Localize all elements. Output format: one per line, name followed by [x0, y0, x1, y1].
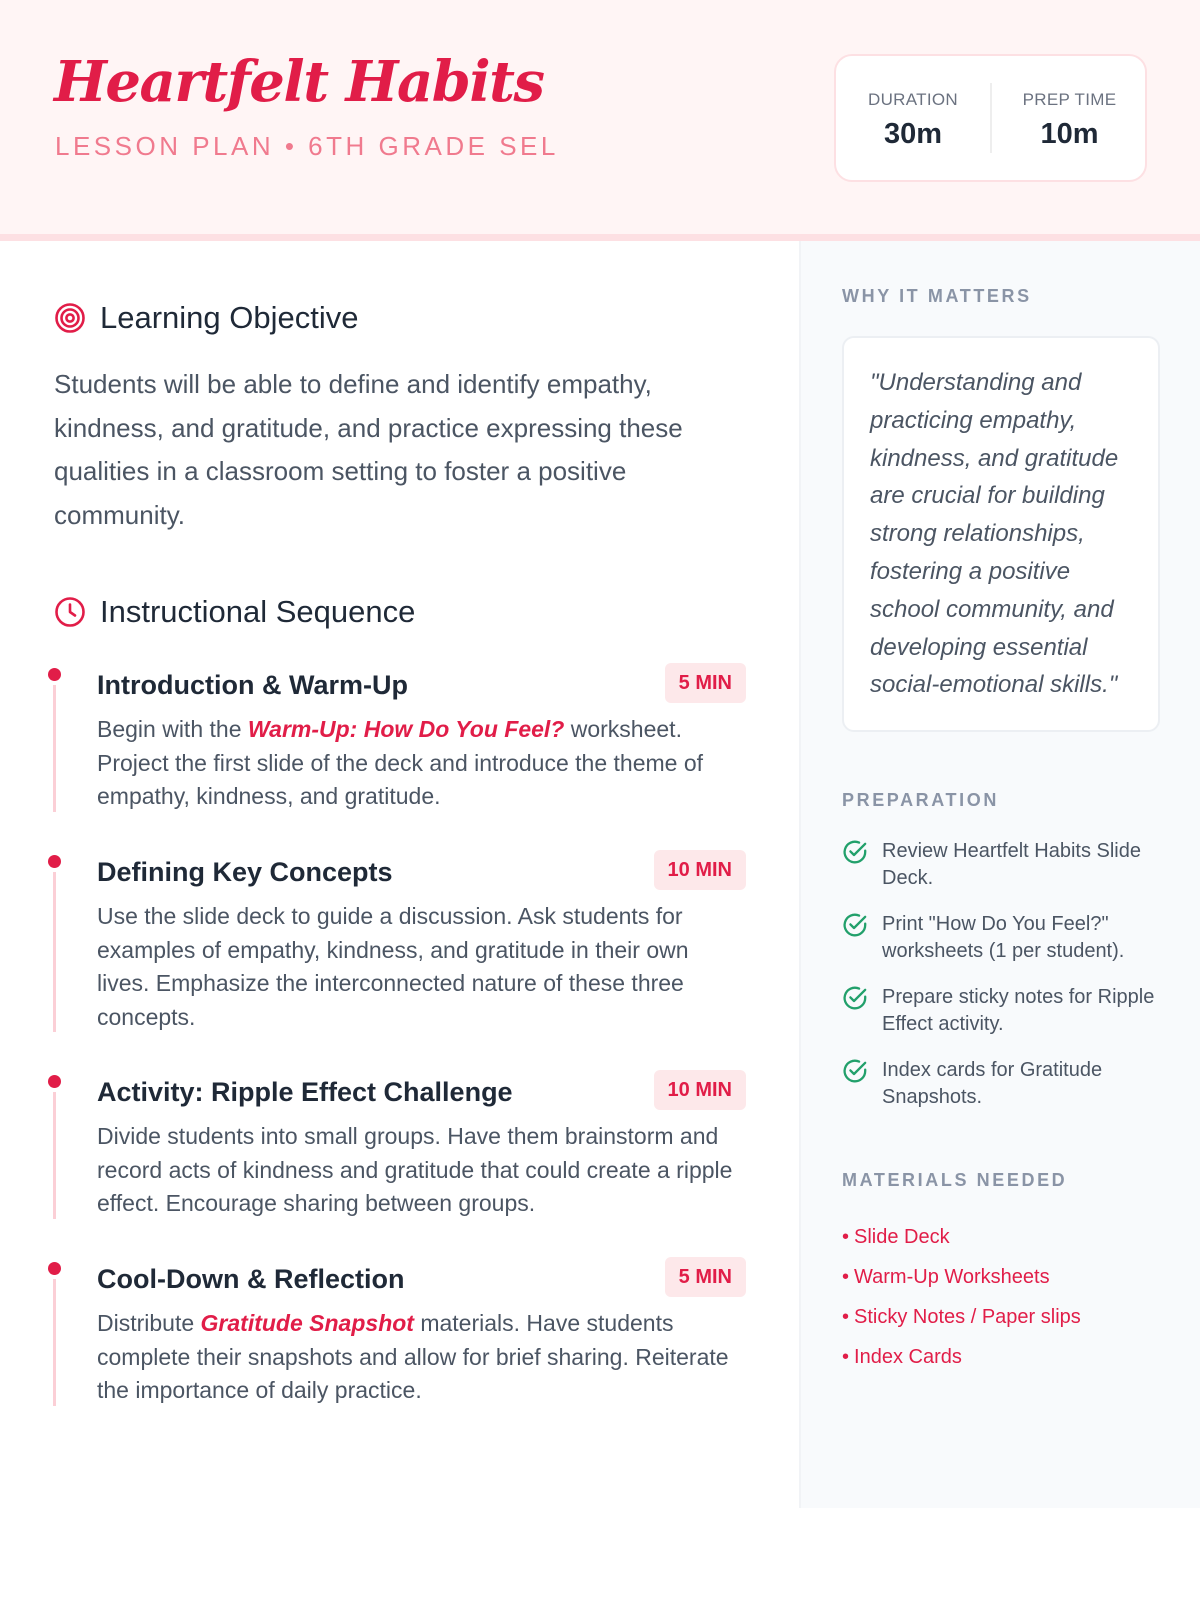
- step-duration-badge: 10 MIN: [654, 850, 746, 890]
- check-circle-icon: [842, 912, 868, 938]
- step-title: Defining Key Concepts: [97, 857, 393, 887]
- clock-icon: [54, 596, 86, 628]
- learning-objective-title: Learning Objective: [100, 300, 359, 335]
- step-description: [97, 713, 747, 814]
- step-description: Use the slide deck to guide a discussion. Ask students for examples of empathy, kindness, and gratitude in their own lives. Emphasize the interconnected nature of these three concepts.: [97, 903, 689, 1030]
- target-icon: [54, 302, 86, 334]
- preparation-list: [842, 838, 1172, 1130]
- step-description: [97, 1307, 747, 1408]
- step-highlight-snapshot: Gratitude Snapshot: [200, 1310, 414, 1336]
- duration-label: DURATION: [868, 90, 958, 109]
- bullet: •: [842, 1266, 850, 1288]
- check-circle-icon: [842, 985, 868, 1011]
- preparation-item: [842, 1057, 1172, 1111]
- material-item-text: Sticky Notes / Paper slips: [854, 1306, 1081, 1328]
- quote-card: [842, 336, 1160, 732]
- check-circle-icon: [842, 1058, 868, 1084]
- learning-objective-text: Students will be able to define and identify empathy, kindness, and gratitude, and practice expressing these qualities in a classroom setting to foster a positive community.: [54, 369, 683, 530]
- preparation-item: [842, 911, 1172, 965]
- step-line: [53, 685, 56, 812]
- step-line: [53, 1279, 56, 1406]
- step-line: [53, 872, 56, 1032]
- step-title: Cool-Down & Reflection: [97, 1264, 405, 1294]
- check-circle-icon: [842, 839, 868, 865]
- preparation-item-text: Print "How Do You Feel?" worksheets (1 per student).: [882, 913, 1125, 962]
- material-item: [842, 1337, 1081, 1377]
- material-item: [842, 1257, 1081, 1297]
- step-line: [53, 1092, 56, 1219]
- step-title: Introduction & Warm-Up: [97, 670, 408, 700]
- step-duration-badge: 5 MIN: [665, 1257, 746, 1297]
- step-duration-badge: 10 MIN: [654, 1070, 746, 1110]
- step-dot: [48, 1262, 61, 1275]
- stats-card: [834, 54, 1147, 182]
- materials-list: [842, 1217, 1081, 1377]
- step-description-text: worksheet. Project the first slide of the deck and introduce the theme of empathy, kindness, and gratitude.: [97, 716, 704, 809]
- instructional-sequence-heading: [54, 592, 415, 632]
- material-item: [842, 1217, 1081, 1257]
- duration-stat: [836, 56, 990, 180]
- instructional-sequence-title: Instructional Sequence: [100, 594, 416, 629]
- preparation-item: [842, 838, 1172, 892]
- learning-objective-heading: [54, 298, 359, 338]
- material-item-text: Index Cards: [854, 1346, 962, 1368]
- why-it-matters-heading: WHY IT MATTERS: [842, 286, 1032, 306]
- step-dot: [48, 855, 61, 868]
- material-item-text: Slide Deck: [854, 1226, 950, 1248]
- preparation-heading: PREPARATION: [842, 790, 999, 810]
- page-header: [0, 0, 1200, 241]
- materials-heading: MATERIALS NEEDED: [842, 1170, 1068, 1190]
- step-description-text: Begin with the: [97, 716, 248, 742]
- step-dot: [48, 668, 61, 681]
- step-duration-badge: 5 MIN: [665, 663, 746, 703]
- duration-value: 30m: [883, 118, 943, 150]
- prep-time-label: PREP TIME: [1022, 90, 1117, 109]
- bullet: •: [842, 1226, 850, 1248]
- page-title: Heartfelt Habits: [54, 49, 544, 115]
- step-description: Divide students into small groups. Have them brainstorm and record acts of kindness and gratitude that could create a ripple effect. Encourage sharing between groups.: [97, 1123, 733, 1216]
- step-dot: [48, 1075, 61, 1088]
- step-highlight-worksheet: Warm-Up: How Do You Feel?: [247, 716, 565, 742]
- page-subtitle: LESSON PLAN • 6TH GRADE SEL: [55, 131, 559, 161]
- step-title: Activity: Ripple Effect Challenge: [97, 1077, 513, 1107]
- material-item-text: Warm-Up Worksheets: [854, 1266, 1050, 1288]
- bullet: •: [842, 1346, 850, 1368]
- prep-time-stat: [992, 56, 1147, 180]
- quote-text: "Understanding and practicing empathy, kindness, and gratitude are crucial for building strong relationships, fostering a positive school community, and developing essential social-emotional skills.": [870, 369, 1119, 699]
- step-description-text: Distribute: [97, 1310, 201, 1336]
- material-item: [842, 1297, 1081, 1337]
- bullet: •: [842, 1306, 850, 1328]
- prep-time-value: 10m: [1040, 118, 1099, 150]
- preparation-item: [842, 984, 1172, 1038]
- preparation-item-text: Prepare sticky notes for Ripple Effect activity.: [882, 986, 1155, 1035]
- preparation-item-text: Index cards for Gratitude Snapshots.: [882, 1059, 1103, 1108]
- preparation-item-text: Review Heartfelt Habits Slide Deck.: [882, 840, 1141, 889]
- step-description-text: materials. Have students complete their snapshots and allow for brief sharing. Reiterate the importance of daily practice.: [97, 1310, 729, 1403]
